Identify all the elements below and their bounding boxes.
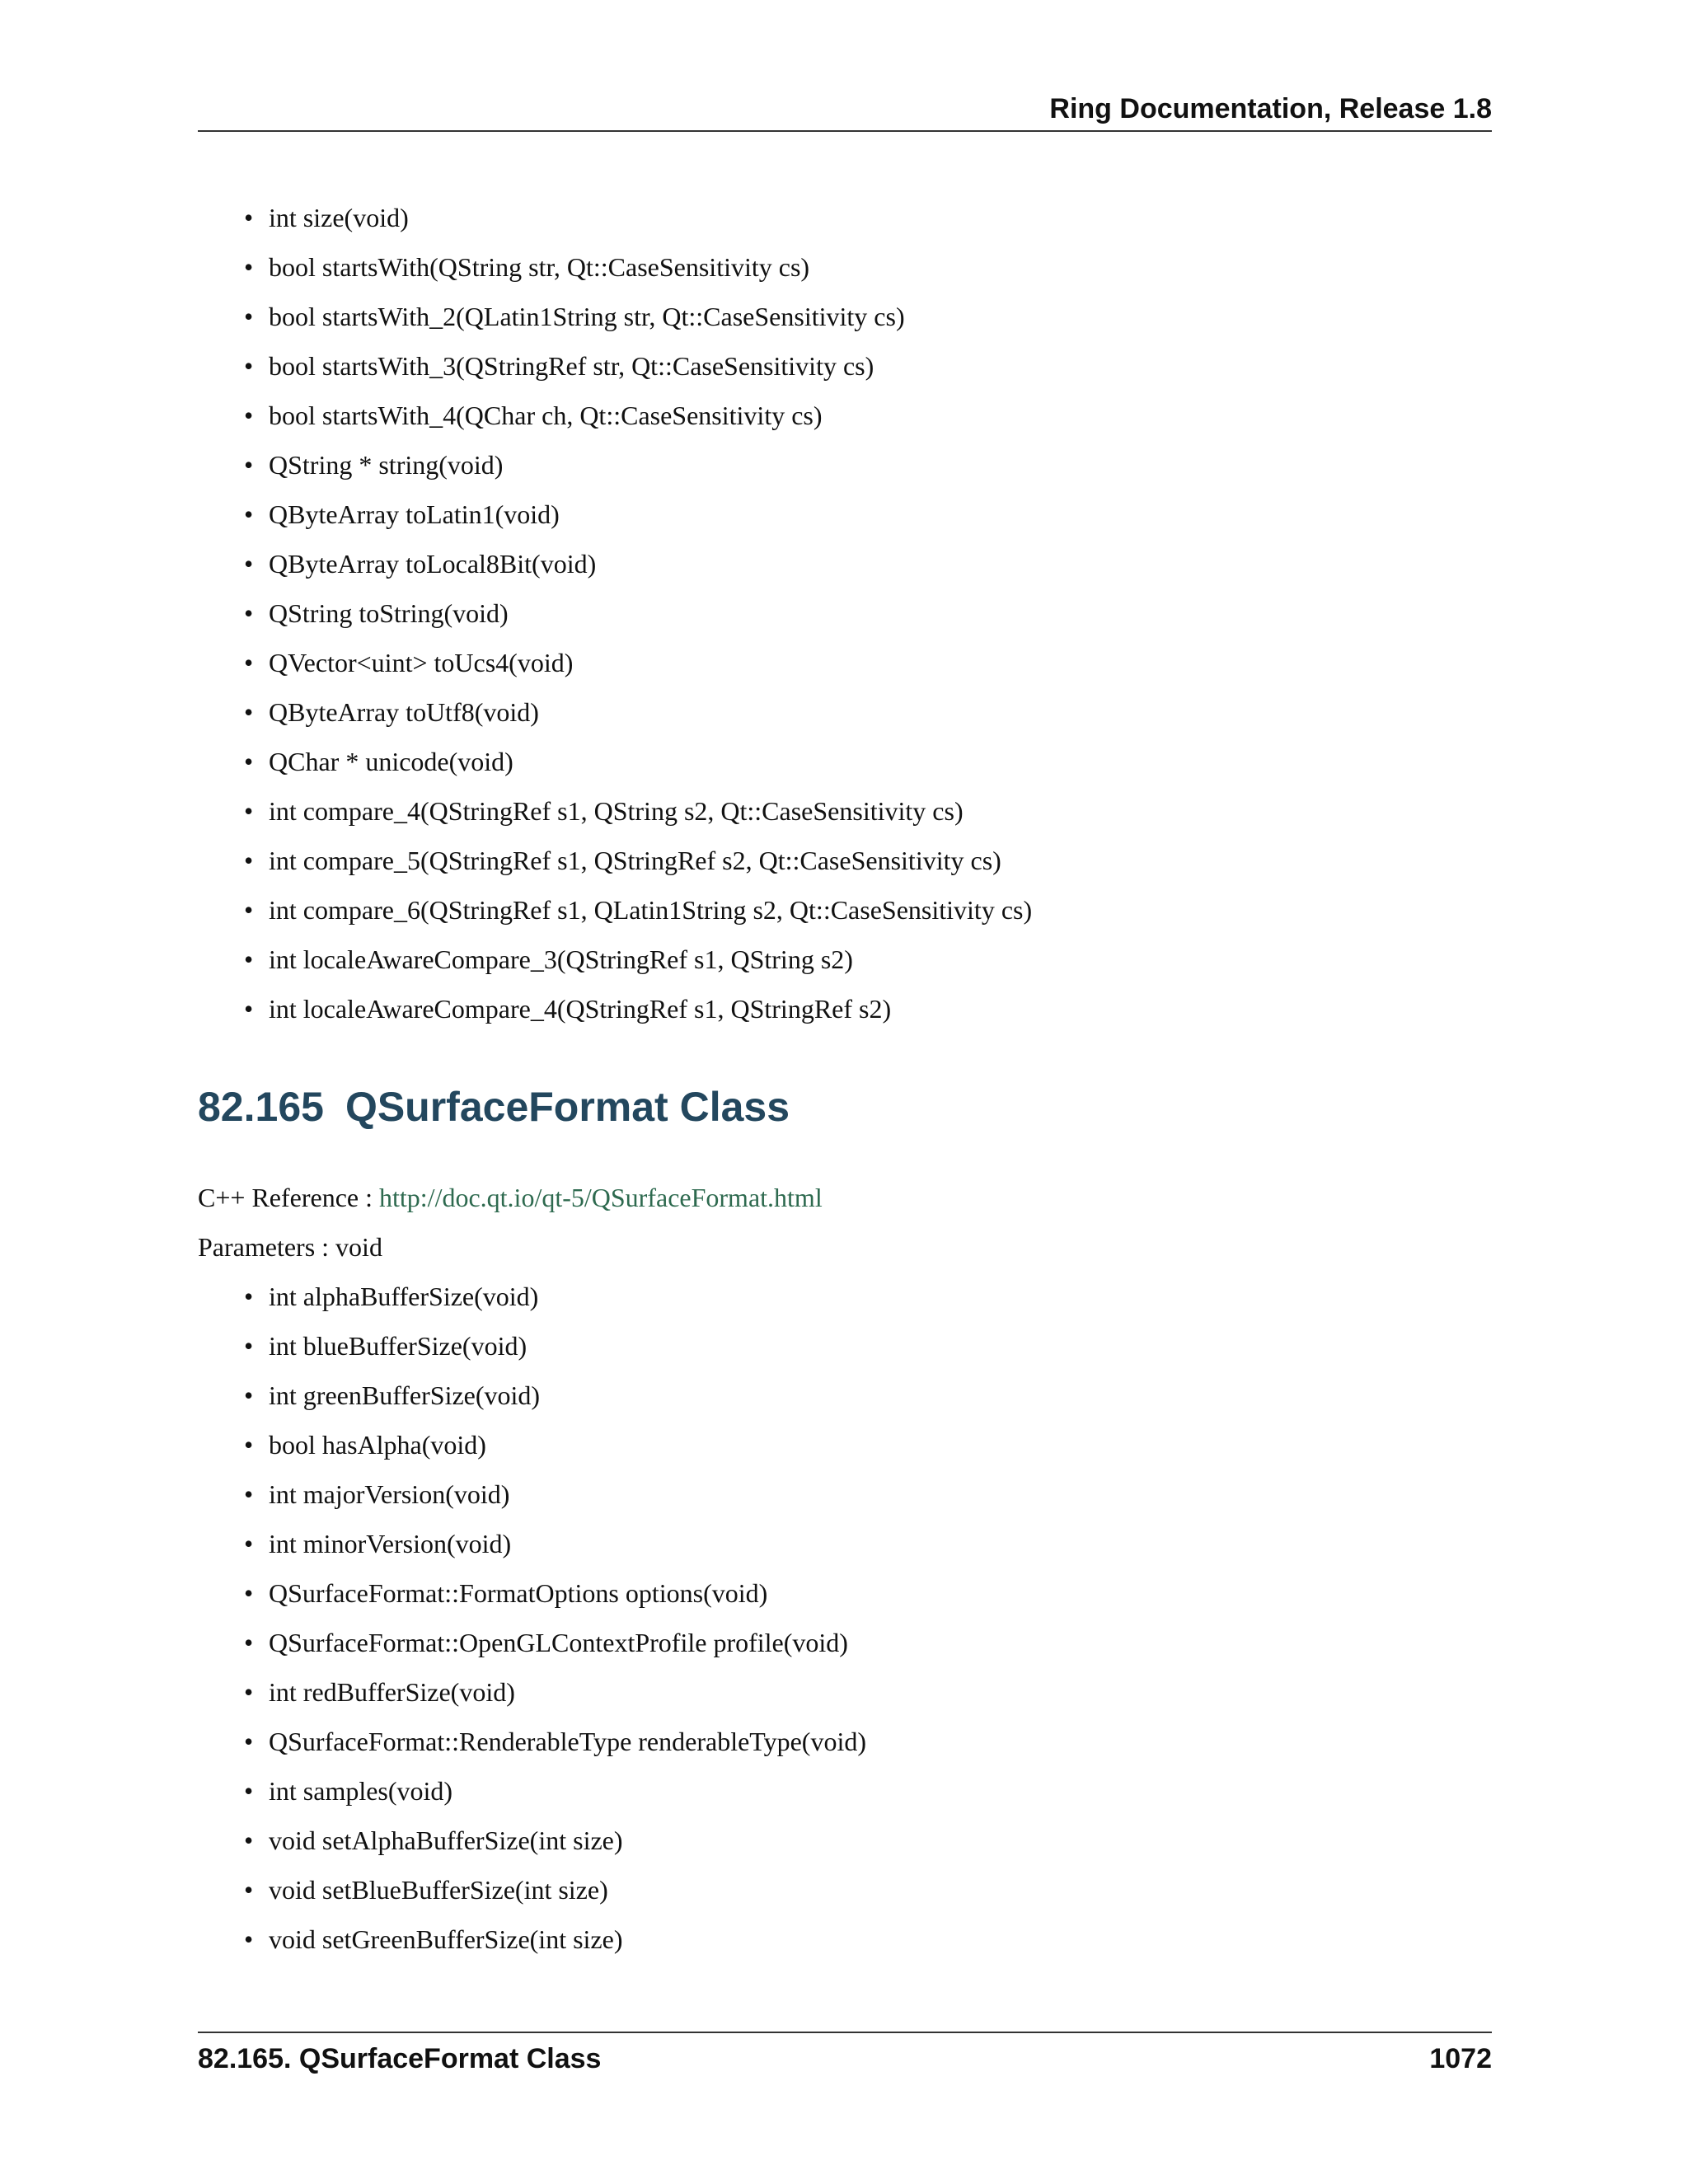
list-item (244, 251, 1480, 300)
header-rule (198, 130, 1492, 132)
method-signature: int majorVersion(void) (269, 1479, 510, 1509)
list-item (244, 547, 1480, 597)
bullet: • (244, 252, 254, 282)
method-signature: int size(void) (269, 203, 409, 232)
list-item (244, 1379, 1480, 1428)
list-item (244, 1577, 1480, 1626)
bullet: • (244, 1479, 254, 1509)
bullet: • (244, 1529, 254, 1558)
footer-section-title: 82.165. QSurfaceFormat Class (198, 2043, 602, 2074)
list-item (244, 448, 1480, 498)
method-signature: void setBlueBufferSize(int size) (269, 1875, 608, 1905)
method-signature: int localeAwareCompare_3(QStringRef s1, QString s2) (269, 944, 853, 974)
method-signature: QString toString(void) (269, 598, 509, 628)
method-signature: int compare_5(QStringRef s1, QStringRef s2, Qt::CaseSensitivity cs) (269, 846, 1001, 875)
parameters-line: Parameters : void (198, 1232, 382, 1262)
cpp-reference-line (198, 1181, 823, 1214)
method-signature: bool hasAlpha(void) (269, 1430, 486, 1460)
bullet: • (244, 846, 254, 875)
bullet: • (244, 1875, 254, 1905)
method-signature: QSurfaceFormat::OpenGLContextProfile profile(void) (269, 1628, 848, 1657)
list-item (244, 1774, 1480, 1824)
method-signature: int redBufferSize(void) (269, 1677, 515, 1707)
bullet: • (244, 1331, 254, 1361)
list-item (244, 349, 1480, 399)
method-signature: QByteArray toUtf8(void) (269, 697, 539, 727)
list-item (244, 1873, 1480, 1923)
list-item (244, 646, 1480, 696)
list-item (244, 1626, 1480, 1675)
bullet: • (244, 648, 254, 677)
list-item (244, 745, 1480, 794)
bullet: • (244, 994, 254, 1024)
list-item (244, 300, 1480, 349)
list-item (244, 1923, 1480, 1972)
list-item (244, 1527, 1480, 1577)
list-item (244, 1824, 1480, 1873)
method-signature: QByteArray toLatin1(void) (269, 499, 560, 529)
list-item (244, 1478, 1480, 1527)
method-signature: bool startsWith_3(QStringRef str, Qt::CaseSensitivity cs) (269, 351, 874, 381)
list-item (244, 943, 1480, 992)
method-signature: int blueBufferSize(void) (269, 1331, 528, 1361)
method-signature: int greenBufferSize(void) (269, 1380, 541, 1410)
method-signature: QSurfaceFormat::RenderableType renderableType(void) (269, 1727, 866, 1756)
bullet: • (244, 450, 254, 480)
method-signature: int compare_6(QStringRef s1, QLatin1String s2, Qt::CaseSensitivity cs) (269, 895, 1033, 925)
method-signature: QChar * unicode(void) (269, 747, 513, 776)
method-signature: int minorVersion(void) (269, 1529, 512, 1558)
method-signature: bool startsWith_2(QLatin1String str, Qt::CaseSensitivity cs) (269, 302, 905, 331)
bullet: • (244, 549, 254, 579)
bullet: • (244, 351, 254, 381)
bullet: • (244, 944, 254, 974)
bullet: • (244, 895, 254, 925)
bullet: • (244, 1578, 254, 1608)
bullet: • (244, 401, 254, 430)
list-item (244, 399, 1480, 448)
method-signature: QString * string(void) (269, 450, 504, 480)
bullet: • (244, 302, 254, 331)
list-item (244, 893, 1480, 943)
reference-label: C++ Reference : (198, 1183, 379, 1212)
bullet: • (244, 796, 254, 826)
section-heading (198, 1082, 790, 1132)
running-header: Ring Documentation, Release 1.8 (1049, 93, 1492, 124)
list-item (244, 1675, 1480, 1725)
bullet: • (244, 499, 254, 529)
method-signature: QVector<uint> toUcs4(void) (269, 648, 574, 677)
list-item (244, 498, 1480, 547)
reference-link[interactable]: http://doc.qt.io/qt-5/QSurfaceFormat.html (379, 1183, 823, 1212)
method-signature: int samples(void) (269, 1776, 453, 1806)
method-list-top (244, 201, 1480, 1042)
footer-rule (198, 2032, 1492, 2033)
method-signature: bool startsWith_4(QChar ch, Qt::CaseSensitivity cs) (269, 401, 823, 430)
list-item (244, 696, 1480, 745)
page-number: 1072 (1429, 2043, 1492, 2074)
method-signature: bool startsWith(QString str, Qt::CaseSensitivity cs) (269, 252, 810, 282)
bullet: • (244, 1677, 254, 1707)
bullet: • (244, 1628, 254, 1657)
method-signature: QSurfaceFormat::FormatOptions options(void) (269, 1578, 768, 1608)
section-title-text: QSurfaceFormat Class (345, 1084, 790, 1130)
bullet: • (244, 1430, 254, 1460)
bullet: • (244, 1825, 254, 1855)
bullet: • (244, 747, 254, 776)
method-signature: QByteArray toLocal8Bit(void) (269, 549, 597, 579)
bullet: • (244, 203, 254, 232)
method-list-bottom (244, 1280, 1480, 1972)
method-signature: int localeAwareCompare_4(QStringRef s1, QStringRef s2) (269, 994, 892, 1024)
list-item (244, 597, 1480, 646)
list-item (244, 794, 1480, 844)
list-item (244, 1725, 1480, 1774)
list-item (244, 992, 1480, 1042)
list-item (244, 1280, 1480, 1329)
bullet: • (244, 1282, 254, 1311)
method-signature: void setGreenBufferSize(int size) (269, 1924, 623, 1954)
bullet: • (244, 1727, 254, 1756)
method-signature: void setAlphaBufferSize(int size) (269, 1825, 623, 1855)
list-item (244, 844, 1480, 893)
bullet: • (244, 1380, 254, 1410)
bullet: • (244, 598, 254, 628)
method-signature: int alphaBufferSize(void) (269, 1282, 539, 1311)
list-item (244, 201, 1480, 251)
bullet: • (244, 1776, 254, 1806)
list-item (244, 1329, 1480, 1379)
bullet: • (244, 1924, 254, 1954)
list-item (244, 1428, 1480, 1478)
bullet: • (244, 697, 254, 727)
section-number: 82.165 (198, 1084, 324, 1130)
method-signature: int compare_4(QStringRef s1, QString s2, Qt::CaseSensitivity cs) (269, 796, 964, 826)
